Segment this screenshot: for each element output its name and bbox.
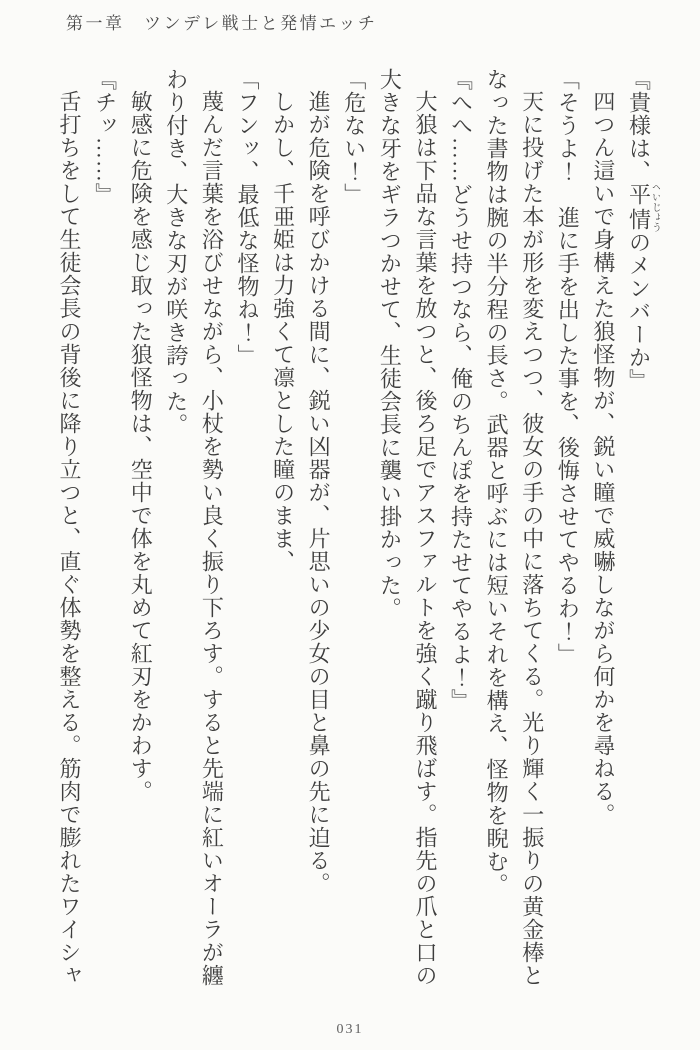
paragraph-dialogue: 「フンッ、最低な怪物ね！」 — [234, 68, 260, 367]
paragraph-dialogue: 『へへ……どうせ持つなら、俺のちんぽを持たせてやるよ！』 — [448, 68, 474, 712]
chapter-header: 第一章 ツンデレ戦士と発情エッチ — [66, 14, 378, 33]
paragraph-narrative: 蔑んだ言葉を浴びせながら、小杖を勢い良く振り下ろす。すると先端に紅いオーラが纏わり付き、大きな刃が咲き誇った。 — [163, 68, 225, 987]
paragraph-dialogue: 「危ない！」 — [341, 68, 367, 206]
paragraph-narrative: 天に投げた本が形を変えつつ、彼女の手の中に落ちてくる。光り輝く一振りの黄金棒となった書物は腕の半分程の長さ。武器と呼ぶには短いそれを構え、怪物を睨む。 — [484, 68, 545, 987]
dialogue-text-pre: 『貴様は、 — [626, 68, 652, 183]
paragraph-narrative: 進が危険を呼びかける間に、鋭い凶器が、片思いの少女の目と鼻の先に迫る。 — [306, 90, 332, 895]
ruby-base: 平情 — [626, 182, 652, 232]
ruby-word — [626, 182, 660, 232]
body-text — [52, 68, 660, 992]
paragraph-narrative: 大狼は下品な言葉を放つと、後ろ足でアスファルトを強く蹴り飛ばす。指先の爪と口の大きな牙をギラつかせて、生徒会長に襲い掛かった。 — [377, 68, 438, 987]
paragraph-narrative: 舌打ちをして生徒会長の背後に降り立つと、直ぐ体勢を整える。筋肉で膨れたワイシャ — [57, 90, 82, 987]
paragraph-dialogue: 「そうよ！ 進に手を出した事を、後悔させてやるわ！」 — [555, 68, 581, 666]
dialogue-text-post: のメンバーか』 — [626, 231, 652, 392]
paragraph-dialogue: 『チッ……』 — [92, 68, 118, 206]
paragraph-dialogue — [621, 68, 660, 992]
paragraph-narrative: 敏感に危険を感じ取った狼怪物は、空中で体を丸めて紅刃をかわす。 — [128, 90, 154, 803]
paragraph-narrative: しかし、千亜姫は力強くて凛とした瞳のまま、 — [270, 90, 296, 573]
paragraph-narrative: 四つん這いで身構えた狼怪物が、鋭い瞳で威嚇しながら何かを尋ねる。 — [590, 90, 616, 826]
ruby-furigana: へいじょう — [649, 182, 660, 232]
page-number: 031 — [336, 1022, 364, 1037]
